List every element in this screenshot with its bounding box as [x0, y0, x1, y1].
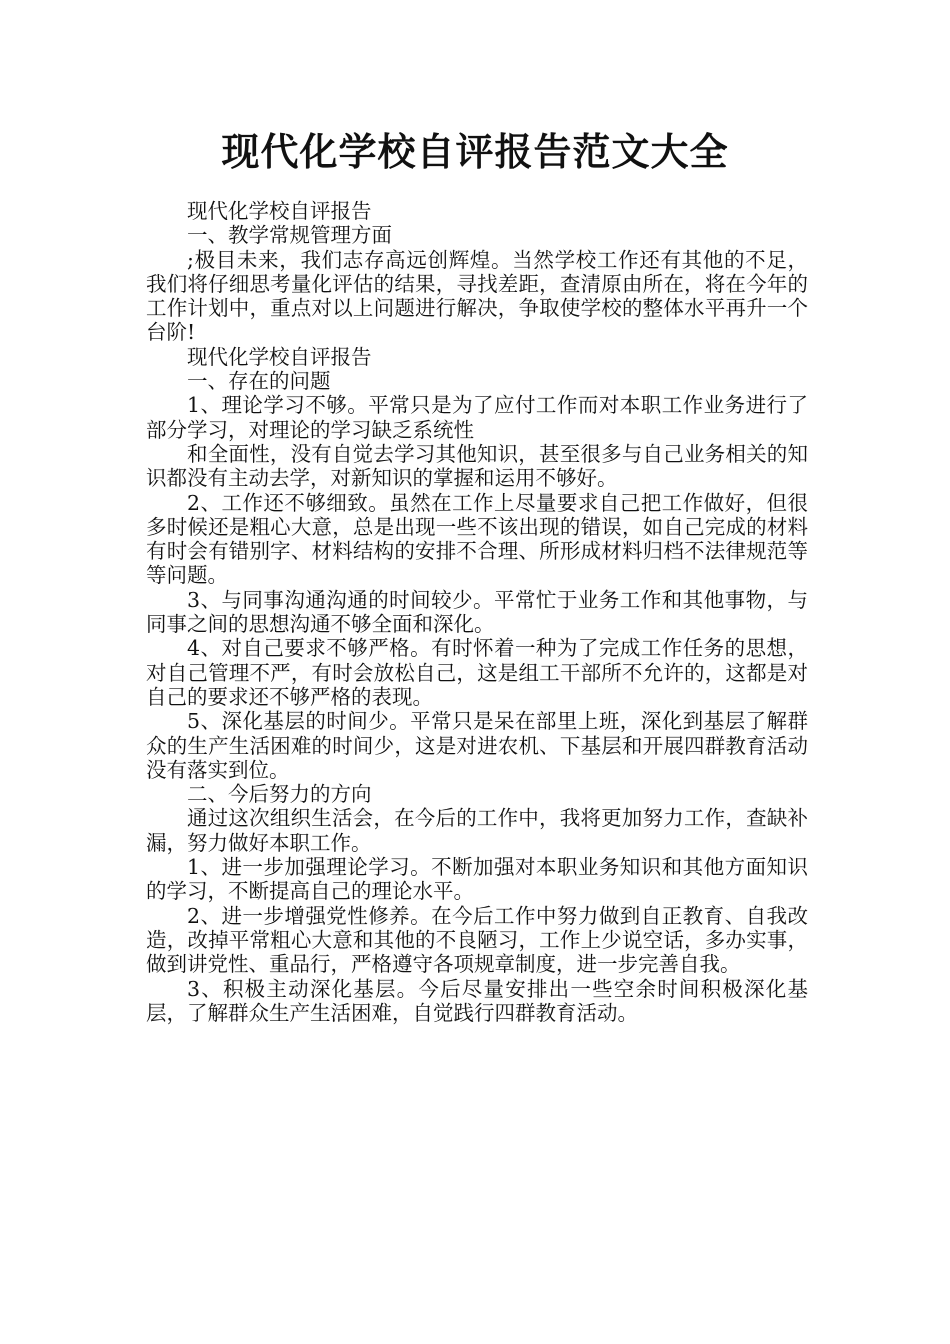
paragraph-problem-1: 1、理论学习不够。平常只是为了应付工作而对本职工作业务进行了部分学习，对理论的学习缺乏系统性	[146, 393, 808, 442]
paragraph-section-direction: 二、今后努力的方向	[187, 782, 372, 807]
paragraph-section-problems: 一、存在的问题	[187, 369, 331, 394]
paragraph-heading-report: 现代化学校自评报告	[187, 199, 372, 223]
paragraph-direction-1: 1、进一步加强理论学习。不断加强对本职业务知识和其他方面知识的学习，不断提高自己的理论水平。	[146, 855, 808, 904]
document-body	[146, 199, 808, 1025]
paragraph-direction-intro: 通过这次组织生活会，在今后的工作中，我将更加努力工作，查缺补漏，努力做好本职工作。	[146, 806, 808, 855]
paragraph-problem-4: 4、对自己要求不够严格。有时怀着一种为了完成工作任务的思想，对自己管理不严，有时会放松自己，这是组工干部所不允许的，这都是对自己的要求还不够严格的表现。	[146, 636, 808, 709]
paragraph-problem-2: 2、工作还不够细致。虽然在工作上尽量要求自己把工作做好，但很多时候还是粗心大意，总是出现一些不该出现的错误，如自己完成的材料有时会有错别字、材料结构的安排不合理、所形成材料归档不法律规范等等问题。	[146, 490, 808, 588]
paragraph-section-teaching: 一、教学常规管理方面	[187, 223, 392, 248]
paragraph-problem-3: 3、与同事沟通沟通的时间较少。平常忙于业务工作和其他事物，与同事之间的思想沟通不够全面和深化。	[146, 587, 808, 637]
paragraph-direction-3: 3、积极主动深化基层。今后尽量安排出一些空余时间积极深化基层，了解群众生产生活困难，自觉践行四群教育活动。	[146, 976, 808, 1025]
paragraph-heading-report-2: 现代化学校自评报告	[187, 344, 372, 369]
paragraph-direction-2: 2、进一步增强党性修养。在今后工作中努力做到自正教育、自我改造，改掉平常粗心大意和其他的不良陋习，工作上少说空话，多办实事，做到讲党性、重品行，严格遵守各项规章制度，进一步完善自我。	[146, 903, 808, 977]
paragraph-problem-1-cont: 和全面性，没有自觉去学习其他知识，甚至很多与自己业务相关的知识都没有主动去学，对新知识的掌握和运用不够好。	[146, 441, 808, 491]
document-title: 现代化学校自评报告范文大全	[221, 130, 729, 174]
paragraph-outlook: ;极目未来，我们志存高远创辉煌。当然学校工作还有其他的不足，我们将仔细思考量化评估的结果，寻找差距，查清原由所在，将在今年的工作计划中，重点对以上问题进行解决，争取使学校的整体水平再升一个台阶!	[146, 247, 808, 345]
paragraph-problem-5: 5、深化基层的时间少。平常只是呆在部里上班，深化到基层了解群众的生产生活困难的时间少，这是对进农机、下基层和开展四群教育活动没有落实到位。	[146, 709, 808, 782]
